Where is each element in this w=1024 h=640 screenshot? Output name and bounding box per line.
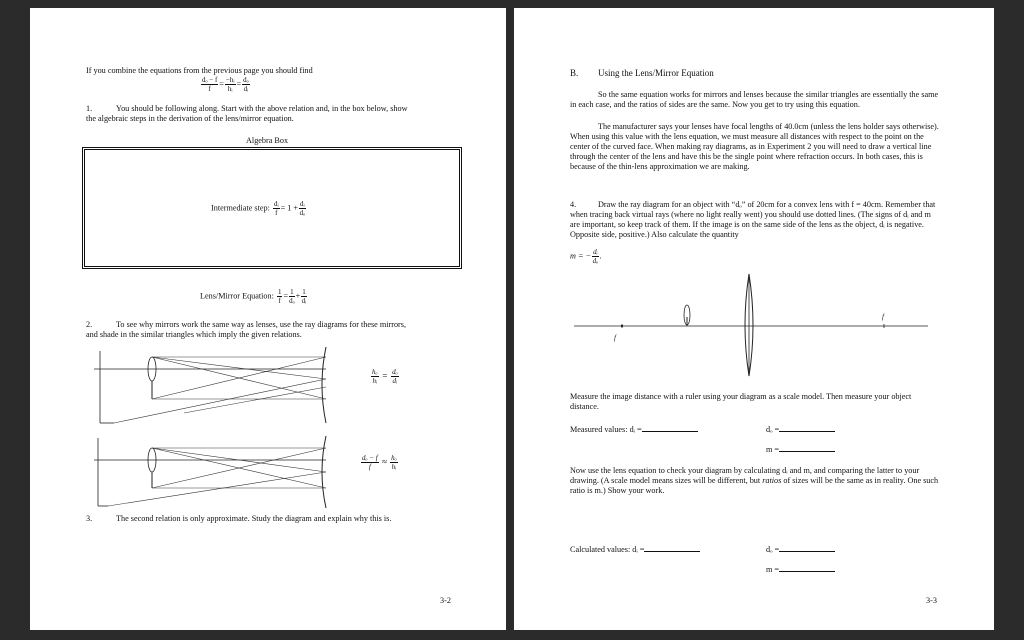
m-equation: m = − $\frac{\text{dᵢ}}{\text{dₒ}}$ . (570, 248, 602, 265)
intermediate-step: Intermediate step: $\frac{\text{dᵢ}}{f}$ = 1 + $\frac{\text{dᵢ}}{\text{dₒ}}$ (211, 200, 306, 217)
q2-line2: and shade in the similar triangles which imply the given relations. (86, 330, 302, 339)
q3-number: 3. (86, 514, 93, 523)
handwritten-relation-2: $\frac{\text{dₒ − f}}{f}$ ≈ $\frac{\text{hₒ}}{\text{hᵢ}}$ (362, 454, 397, 471)
mirror-ray-diagram-2 (94, 436, 330, 512)
calculated-m[interactable]: m = (766, 564, 835, 575)
q2-line1: To see why mirrors work the same way as lenses, use the ray diagrams for these mirrors, (116, 320, 406, 329)
page-number-right: 3-3 (926, 596, 937, 605)
calculated-di[interactable]: Calculated values: dᵢ = (570, 544, 700, 555)
paragraph-1: So the same equation works for mirrors and lenses because the similar triangles are essentially the same in each case, and the ratios of sides are the same. Now you get to try using this equation. (570, 90, 939, 109)
measured-do[interactable]: dₒ = (766, 424, 835, 435)
q2-number: 2. (86, 320, 93, 329)
intro-text: If you combine the equations from the previous page you should find (86, 66, 313, 75)
measure-instruction: Measure the image distance with a ruler using your diagram as a scale model. Then measure your object distance. (570, 392, 912, 411)
section-title: Using the Lens/Mirror Equation (598, 68, 714, 78)
algebra-box-title: Algebra Box (246, 136, 289, 145)
right-page (514, 8, 994, 630)
focal-mark-right: f (882, 313, 884, 321)
algebra-box[interactable] (82, 147, 462, 269)
focal-mark-left: f (614, 334, 616, 342)
section-label: B. (570, 68, 579, 78)
q1-line2: the algebraic steps in the derivation of the lens/mirror equation. (86, 114, 294, 123)
lens-mirror-equation: Lens/Mirror Equation: $\frac{1}{f}$ = $\frac{1}{\text{dₒ}}$ + $\frac{1}{\text{dᵢ}}$ (200, 288, 307, 305)
q1-line1: You should be following along. Start with the above relation and, in the box below, show (116, 104, 408, 113)
calculated-do[interactable]: dₒ = (766, 544, 835, 555)
q4-text: Draw the ray diagram for an object with “dₒ” of 20cm for a convex lens with f = 40cm. Remember that when tracing back virtual rays (where no light really went) you should use dotted lines. (The signs of dᵢ and m are important, so keep track of them. If the image is on the same side of the lens as the object, dᵢ is negative. Opposite side, positive.) Also calculate the quantity (570, 200, 936, 239)
mirror-ray-diagram-1 (94, 345, 330, 425)
handwritten-relation-1: $\frac{\text{hₒ}}{\text{hᵢ}}$ = $\frac{\text{dₒ}}{\text{dᵢ}}$ (372, 368, 398, 385)
q3-text: The second relation is only approximate. Study the diagram and explain why this is. (116, 514, 392, 523)
paragraph-2: The manufacturer says your lenses have focal lengths of 40.0cm (unless the lens holder says otherwise). When using this value with the lens equation, we must measure all distances with respect to the point on the center of the curved face. When making ray diagrams, as in Experiment 2 you will need to draw a vertical line through the center of the lens and have this be the single point where refraction occurs. In both cases, this is because of the thin-lens approximation we are making. (570, 122, 939, 171)
page-number-left: 3-2 (440, 596, 451, 605)
check-instruction: Now use the lens equation to check your diagram by calculating dᵢ and m, and comparing the latter to your drawing. (A scale model means sizes will be different, but ratios of sizes will be the same as in reality. One such ratio is m.) Show your work. (570, 466, 939, 495)
measured-di[interactable]: Measured values: dᵢ = (570, 424, 698, 435)
measured-m[interactable]: m = (766, 444, 835, 455)
convex-lens-diagram (574, 272, 934, 384)
combined-equation: $\frac{\text{dₒ − f}}{f}$ = $\frac{\text{−hᵢ}}{\text{hᵢ}}$ = $\frac{\text{dₒ}}{\text{dᵢ}}$ (202, 76, 249, 93)
q1-number: 1. (86, 104, 93, 113)
q4-number: 4. (570, 200, 577, 209)
left-page (30, 8, 506, 630)
